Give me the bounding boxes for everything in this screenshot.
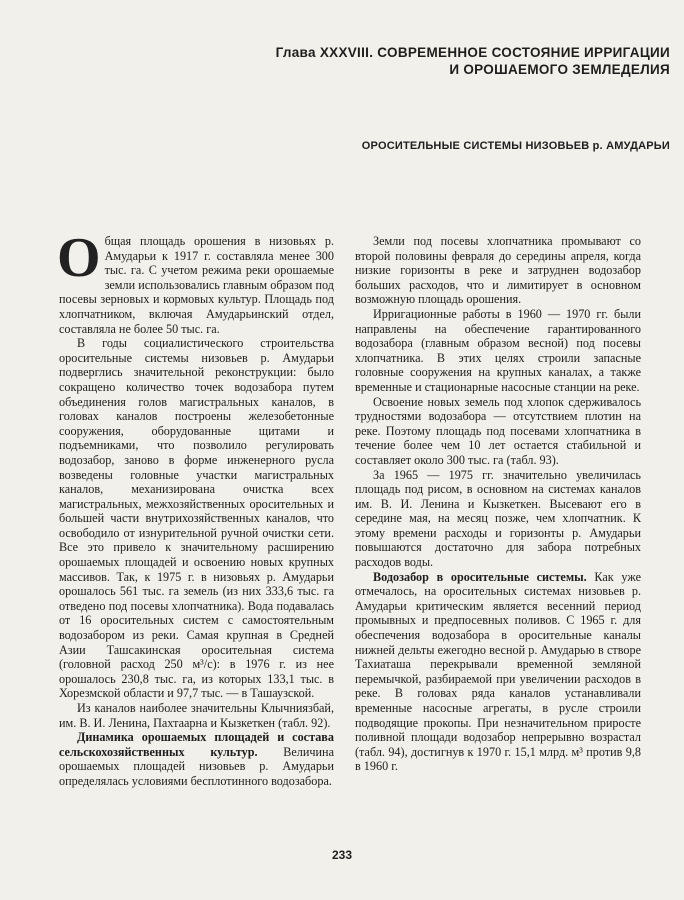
paragraph-rice: За 1965 — 1975 гг. значительно увеличилась площадь под рисом, в основном на системах каналов им. В. И. Ленина и Кызкеткен. Высевают его в середине мая, на месяц позже, чем хлопчатник. К этому времени расходы и горизонты р. Амударьи повышаются достаточно для забора потребных расходов воды. bbox=[355, 467, 641, 570]
drop-cap-letter: О bbox=[57, 227, 101, 289]
section-heading: ОРОСИТЕЛЬНЫЕ СИСТЕМЫ НИЗОВЬЕВ р. АМУДАРЬИ bbox=[361, 140, 670, 152]
paragraph-water-intake bbox=[355, 570, 641, 774]
chapter-title-line-1: Глава XXXVIII. СОВРЕМЕННОЕ СОСТОЯНИЕ ИРРИГАЦИИ bbox=[275, 45, 670, 60]
paragraph-irrigation-works: Ирригационные работы в 1960 — 1970 гг. были направлены на обеспечение гарантированного водозабора (главным образом весной) под посевы хлопчатника. В этих целях строили запасные головные сооружения на крупных каналах, а также временные и стационарные насосные станции на реке. bbox=[355, 306, 641, 394]
page-number: 233 bbox=[331, 848, 353, 862]
paragraph-intro-text: бщая площадь орошения в низовьях р. Амударьи к 1917 г. составляла менее 300 тыс. га. С учетом режима реки орошаемые земли использовались главным образом под посевы зерновых и кормовых культур. Площадь под хлопчатником, включая Амударьинский отдел, составляла не более 50 тыс. га. bbox=[59, 234, 334, 336]
left-column bbox=[57, 227, 334, 789]
paragraph-dynamics-lead: Динамика орошаемых площадей и состава сельскохозяйственных культур. bbox=[59, 730, 334, 759]
paragraph-intro bbox=[57, 227, 334, 336]
chapter-title bbox=[200, 44, 670, 78]
chapter-title-line-2: И ОРОШАЕМОГО ЗЕМЛЕДЕЛИЯ bbox=[449, 62, 670, 77]
paragraph-water-intake-text: Как уже отмечалось, на оросительных системах низовьев р. Амударьи критическим является весенний период промывных и предпосевных поливов. С 1965 г. для обеспечения водозабора в оросительные каналы нижней дельты ежегодно весной р. Амударью в створе Тахиаташа перекрывали временной земляной перемычкой, разбираемой при увеличении расходов в реке. В головах ряда каналов устанавливали временные насосные агрегаты, в русле строили подводящие прокопы. При незначительном приросте поливной площади водозабор непрерывно возрастал (табл. 94), достигнув к 1970 г. 15,1 млрд. м³ против 9,8 в 1960 г. bbox=[355, 569, 642, 774]
paragraph-water-intake-lead: Водозабор в оросительные системы. bbox=[373, 569, 587, 584]
paragraph-washing: Земли под посевы хлопчатника промывают со второй половины февраля до середины апреля, когда низкие горизонты в реке и затруднен водозабор больших расходов, что и лимитирует в основном возможную площадь орошения. bbox=[355, 234, 641, 307]
paragraph-reconstruction: В годы социалистического строительства оросительные системы низовьев р. Амударьи подверглись значительной реконструкции: было сокращено количество точек водозабора путем объединения голов магистральных каналов, в головах каналов построены железобетонные сооружения, оборудованные щитами и подъемниками, что позволило регулировать водозабор, заново в форме инженерного русла возведены головные участки магистральных каналов, механизирована очистка всех магистральных, межхозяйственных оросительных и большей части внутрихозяйственных каналов, что освободило от изнурительной ручной очистки сети. Все это привело к значительному расширению орошаемых площадей и освоению новых крупных массивов. Так, к 1975 г. в низовьях р. Амударьи орошалось 561 тыс. га земель (из них 333,6 тыс. га отведено под посевы хлопчатника). Вода подавалась от 16 оросительных систем с самостоятельным водозабором из реки. Самая крупная в Средней Азии Ташсакинская оросительная система (головной расход 250 м³/с): в 1976 г. из нее орошалось 230,8 тыс. га, из которых 133,1 тыс. в Хорезмской области и 97,7 тыс. — в Ташаузской. bbox=[59, 336, 334, 701]
paragraph-new-lands: Освоение новых земель под хлопок сдерживалось трудностями водозабора — отсутствием плотин на реке. Поэтому площадь под посевами хлопчатника в течение более чем 10 лет остается стабильной и составляет около 300 тыс. га (табл. 93). bbox=[355, 394, 641, 467]
paragraph-dynamics-text: Величина орошаемых площадей низовьев р. Амударьи определялась условиями бесплотинного водозабора. bbox=[59, 744, 334, 788]
paragraph-dynamics bbox=[59, 730, 334, 788]
right-column bbox=[355, 234, 641, 774]
paragraph-canals: Из каналов наиболее значительны Клычниязбай, им. В. И. Ленина, Пахтаарна и Кызкеткен (табл. 92). bbox=[59, 701, 334, 730]
